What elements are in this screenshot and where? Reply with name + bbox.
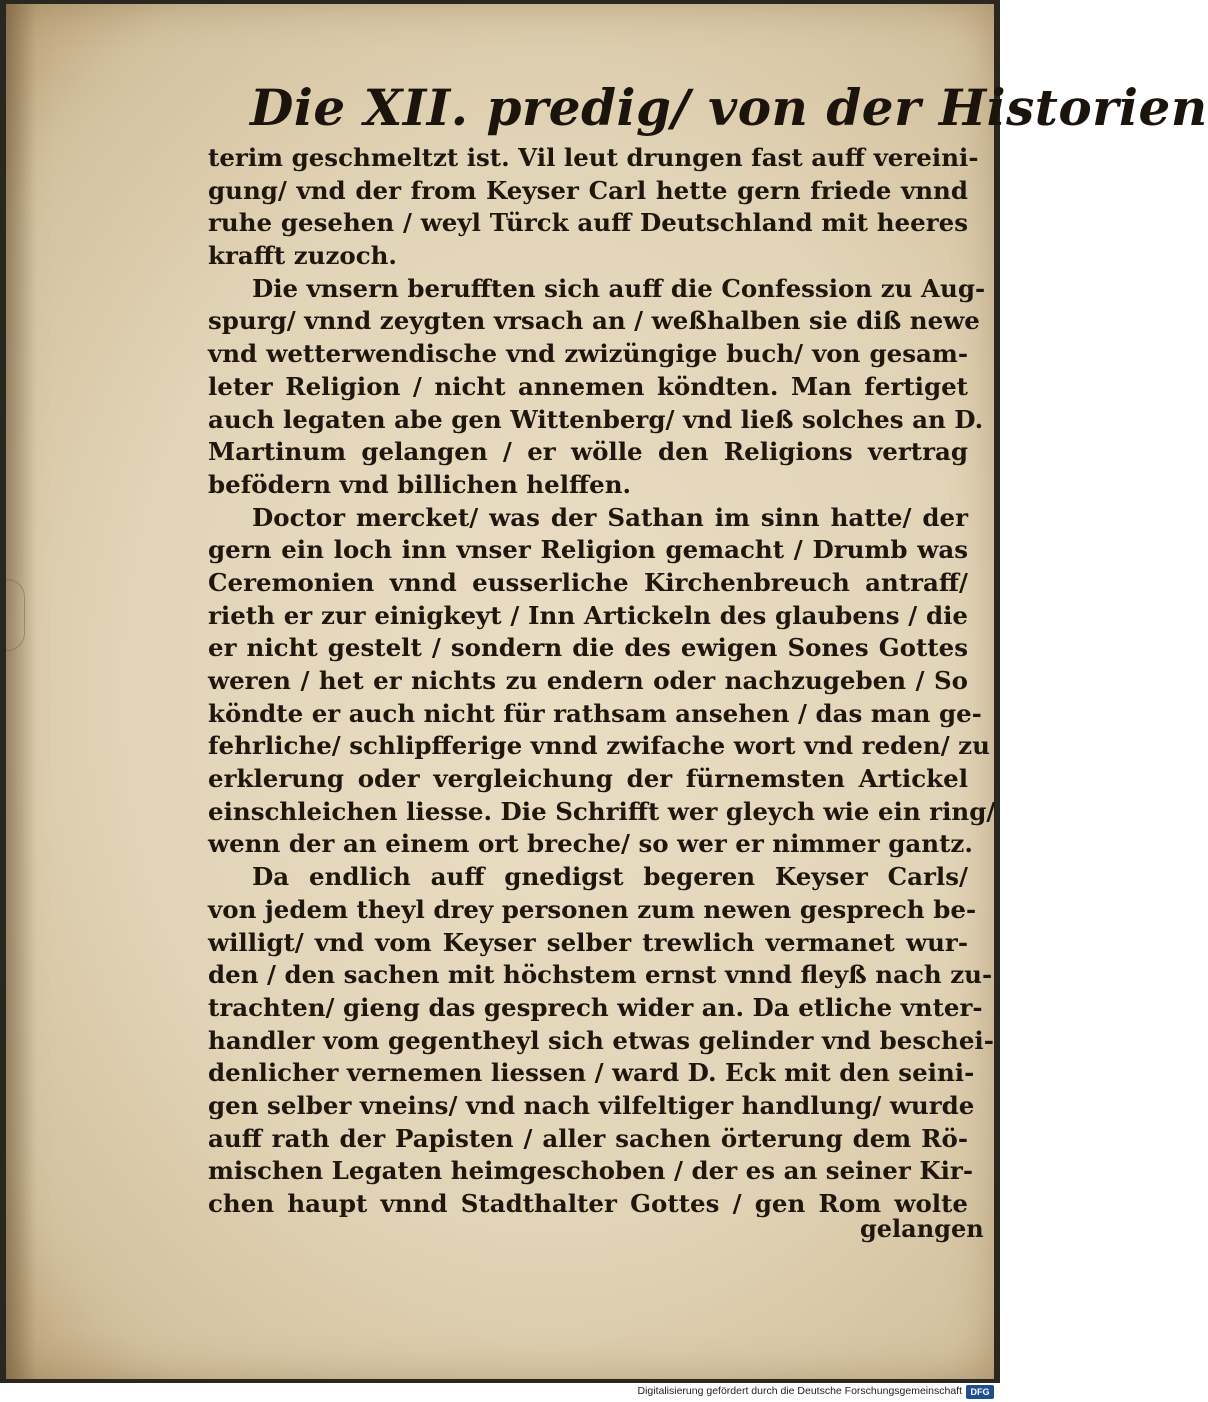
text-line: von jedem theyl drey personen zum newen gesprech be- [208, 894, 977, 924]
text-line: Die vnsern berufften sich auff die Confession zu Aug- [252, 273, 986, 303]
text-line: den / den sachen mit höchstem ernst vnnd fleyß nach zu- [208, 960, 993, 990]
text-line: trachten/ gieng das gesprech wider an. Da etliche vnter- [208, 992, 983, 1022]
text-line: er nicht gestelt / sondern die des ewigen Sones Gottes [208, 633, 968, 663]
text-line: leter Religion / nicht annemen köndten. Man fertiget [208, 371, 968, 401]
text-line: erklerung oder vergleichung der fürnemsten Artickel [208, 764, 968, 794]
text-line: befödern vnd billichen helffen. [208, 469, 632, 499]
text-line: wenn der an einem ort breche/ so wer er nimmer gantz. [208, 829, 973, 859]
text-line: terim geschmeltzt ist. Vil leut drungen fast auff vereini- [208, 143, 979, 172]
running-head: Die XII. predig/ von der Historien [250, 78, 1208, 137]
text-line: mischen Legaten heimgeschoben / der es an seiner Kir- [208, 1156, 973, 1186]
spine-shadow [6, 4, 36, 1379]
text-line: köndte er auch nicht für rathsam ansehen / das man ge- [208, 698, 982, 728]
page-edge-tab [6, 579, 25, 651]
text-line: denlicher vernemen liessen / ward D. Eck mit den seini- [208, 1058, 975, 1088]
text-line: gern ein loch inn vnser Religion gemacht / Drumb was [208, 535, 968, 565]
text-line: Da endlich auff gnedigst begeren Keyser Carls/ [252, 862, 968, 892]
text-line: vnd wetterwendische vnd zwizüngige buch/ von gesam- [208, 339, 968, 369]
text-line: weren / het er nichts zu endern oder nachzugeben / So [208, 666, 968, 695]
text-line: willigt/ vnd vom Keyser selber trewlich vermanet wur- [208, 927, 968, 957]
text-line: einschleichen liesse. Die Schrifft wer gleych wie ein ring/ [208, 796, 996, 826]
text-line: handler vom gegentheyl sich etwas gelinder vnd beschei- [208, 1025, 994, 1055]
text-line: fehrliche/ schlipfferige vnnd zwifache wort vnd reden/ zu [208, 731, 990, 761]
text-line: auff rath der Papisten / aller sachen örterung dem Rö- [208, 1123, 968, 1153]
catchword: gelangen [860, 1214, 984, 1243]
text-line: chen haupt vnnd Stadthalter Gottes / gen Rom wolte [208, 1189, 968, 1218]
funding-credit: Digitalisierung gefördert durch die Deutsche Forschungsgemeinschaft [637, 1385, 962, 1397]
text-line: Ceremonien vnnd eusserliche Kirchenbreuch antraff/ [208, 567, 968, 597]
text-line: spurg/ vnnd zeygten vrsach an / weßhalben sie diß newe [208, 306, 980, 336]
text-line: Doctor mercket/ was der Sathan im sinn hatte/ der [252, 502, 968, 532]
text-line: rieth er zur einigkeyt / Inn Artickeln des glaubens / die [208, 600, 968, 630]
text-line: gen selber vneins/ vnd nach vilfeltiger handlung/ wurde [208, 1090, 975, 1120]
footer-bar [0, 1383, 1000, 1402]
text-line: auch legaten abe gen Wittenberg/ vnd ließ solches an D. [208, 404, 984, 434]
dfg-logo: DFG [966, 1385, 994, 1399]
text-line: ruhe gesehen / weyl Türck auff Deutschland mit heeres [208, 208, 968, 238]
text-line: Martinum gelangen / er wölle den Religions vertrag [208, 437, 968, 467]
text-line: gung/ vnd der from Keyser Carl hette gern friede vnnd [208, 175, 968, 205]
body-text [208, 142, 996, 1221]
text-line: krafft zuzoch. [208, 241, 397, 271]
